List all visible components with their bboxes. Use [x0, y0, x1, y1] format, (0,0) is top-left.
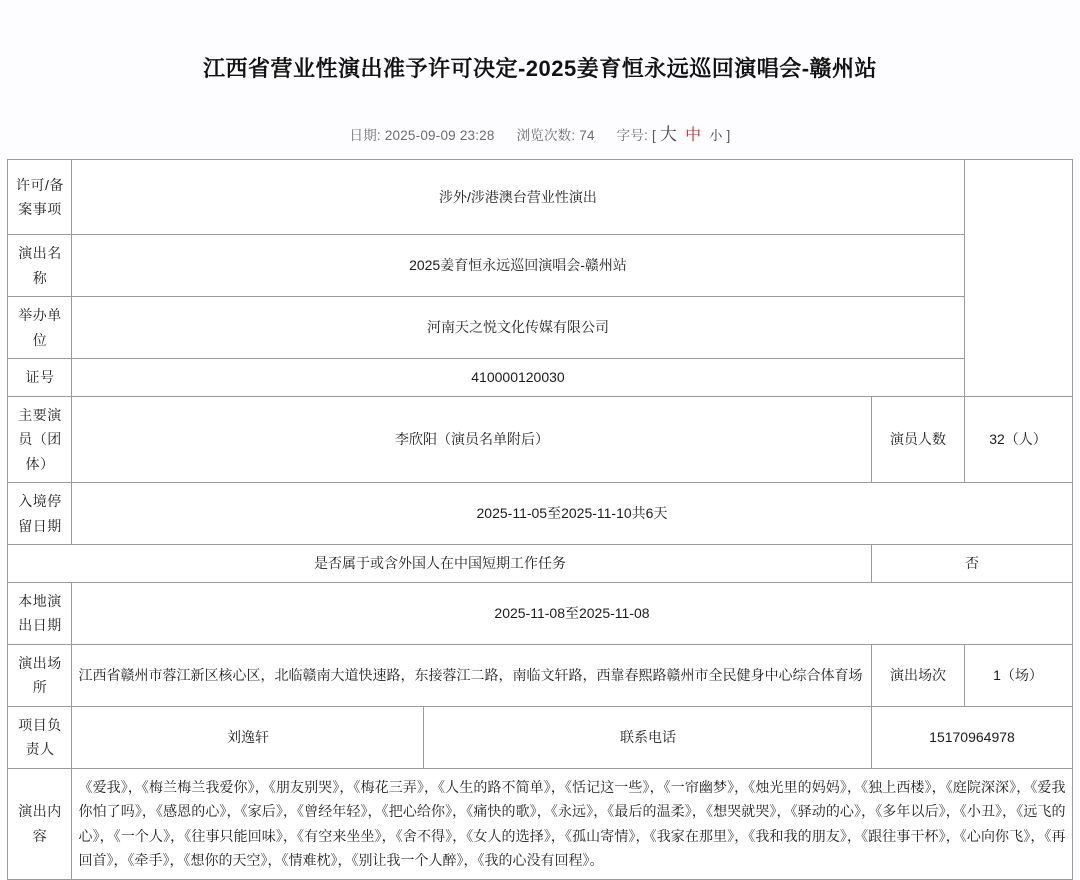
- date-value: 2025-09-09 23:28: [384, 128, 495, 144]
- value-performer-count: 32（人）: [964, 396, 1072, 483]
- value-contact-phone: 15170964978: [872, 706, 1072, 768]
- label-show-name: 演出名称: [8, 235, 72, 297]
- document-page: [0, 15, 1080, 869]
- value-organizer: 河南天之悦文化传媒有限公司: [72, 297, 964, 359]
- value-project-lead: 刘逸轩: [72, 706, 424, 768]
- table-row-main-performer: [8, 396, 1072, 483]
- table-row-foreign-worker: [8, 545, 1072, 583]
- label-permit-matter: 许可/备案事项: [8, 160, 72, 235]
- views-label: 浏览次数:: [516, 128, 576, 144]
- article-meta-bar: [0, 98, 1080, 159]
- label-project-lead: 项目负责人: [8, 706, 72, 768]
- date-label: 日期:: [349, 128, 381, 144]
- value-local-dates: 2025-11-08至2025-11-08: [72, 582, 1072, 644]
- permit-details-table: [7, 159, 1072, 880]
- value-main-performer: 李欣阳（演员名单附后）: [72, 396, 872, 483]
- label-main-performer: 主要演员（团体）: [8, 396, 72, 483]
- table-row-content: [8, 768, 1072, 879]
- table-row-organizer: [8, 297, 1072, 359]
- views-meta: [517, 124, 595, 144]
- value-cert-no: 410000120030: [72, 359, 964, 397]
- label-contact-phone: 联系电话: [424, 706, 872, 768]
- label-cert-no: 证号: [8, 359, 72, 397]
- value-show-count: 1（场）: [964, 644, 1072, 706]
- table-row-venue: [8, 644, 1072, 706]
- font-size-medium-button[interactable]: 中: [685, 127, 702, 145]
- font-size-label: 字号:: [616, 128, 649, 144]
- views-value: 74: [579, 128, 595, 144]
- value-venue: 江西省赣州市蓉江新区核心区，北临赣南大道快速路，东接蓉江二路，南临文轩路，西靠春熙路赣州市全民健身中心综合体育场: [72, 644, 872, 706]
- label-local-dates: 本地演出日期: [8, 582, 72, 644]
- value-foreign-worker-answer: 否: [872, 545, 1072, 583]
- label-content: 演出内容: [8, 768, 72, 879]
- label-foreign-worker-question: 是否属于或含外国人在中国短期工作任务: [8, 545, 872, 583]
- bracket-open: [: [651, 128, 656, 144]
- value-show-name: 2025姜育恒永远巡回演唱会-赣州站: [72, 235, 964, 297]
- font-size-small-button[interactable]: 小: [709, 128, 723, 144]
- font-size-large-button[interactable]: 大: [659, 125, 678, 145]
- table-row-stay-period: [8, 483, 1072, 545]
- value-permit-matter: 涉外/涉港澳台营业性演出: [72, 160, 964, 235]
- font-size-switcher: [617, 120, 731, 145]
- date-meta: [350, 124, 495, 144]
- label-organizer: 举办单位: [8, 297, 72, 359]
- label-venue: 演出场所: [8, 644, 72, 706]
- value-content: 《爱我》，《梅兰梅兰我爱你》，《朋友别哭》，《梅花三弄》，《人生的路不简单》，《恬记这一些》，《一帘幽梦》，《烛光里的妈妈》，《独上西楼》，《庭院深深》，《爱我你怕了吗》，《感恩的心》，《家后》，《曾经年轻》，《把心给你》，《痛快的歌》，《永远》，《最后的温柔》，《想哭就哭》，《驿动的心》，《多年以后》，《小丑》，《远飞的心》，《一个人》，《往事只能回味》，《有空来坐坐》，《舍不得》，《女人的选择》，《孤山寄情》，《我家在那里》，《我和我的朋友》，《跟往事干杯》，《心向你飞》，《再回首》，《牵手》，《想你的天空》，《情难枕》，《别让我一个人醉》，《我的心没有回程》。: [72, 768, 1072, 879]
- table-row-local-dates: [8, 582, 1072, 644]
- label-show-count: 演出场次: [872, 644, 964, 706]
- label-performer-count: 演员人数: [872, 396, 964, 483]
- table-row-show-name: [8, 235, 1072, 297]
- value-stay-period: 2025-11-05至2025-11-10共6天: [72, 483, 1072, 545]
- page-title: 江西省营业性演出准予许可决定-2025姜育恒永远巡回演唱会-赣州站: [202, 55, 878, 81]
- bracket-close: ]: [726, 128, 731, 144]
- table-row-permit-matter: [8, 160, 1072, 235]
- table-row-project-lead: [8, 706, 1072, 768]
- label-stay-period: 入境停留日期: [8, 483, 72, 545]
- table-row-cert-no: [8, 359, 1072, 397]
- reserved-blank-cell: [964, 160, 1072, 397]
